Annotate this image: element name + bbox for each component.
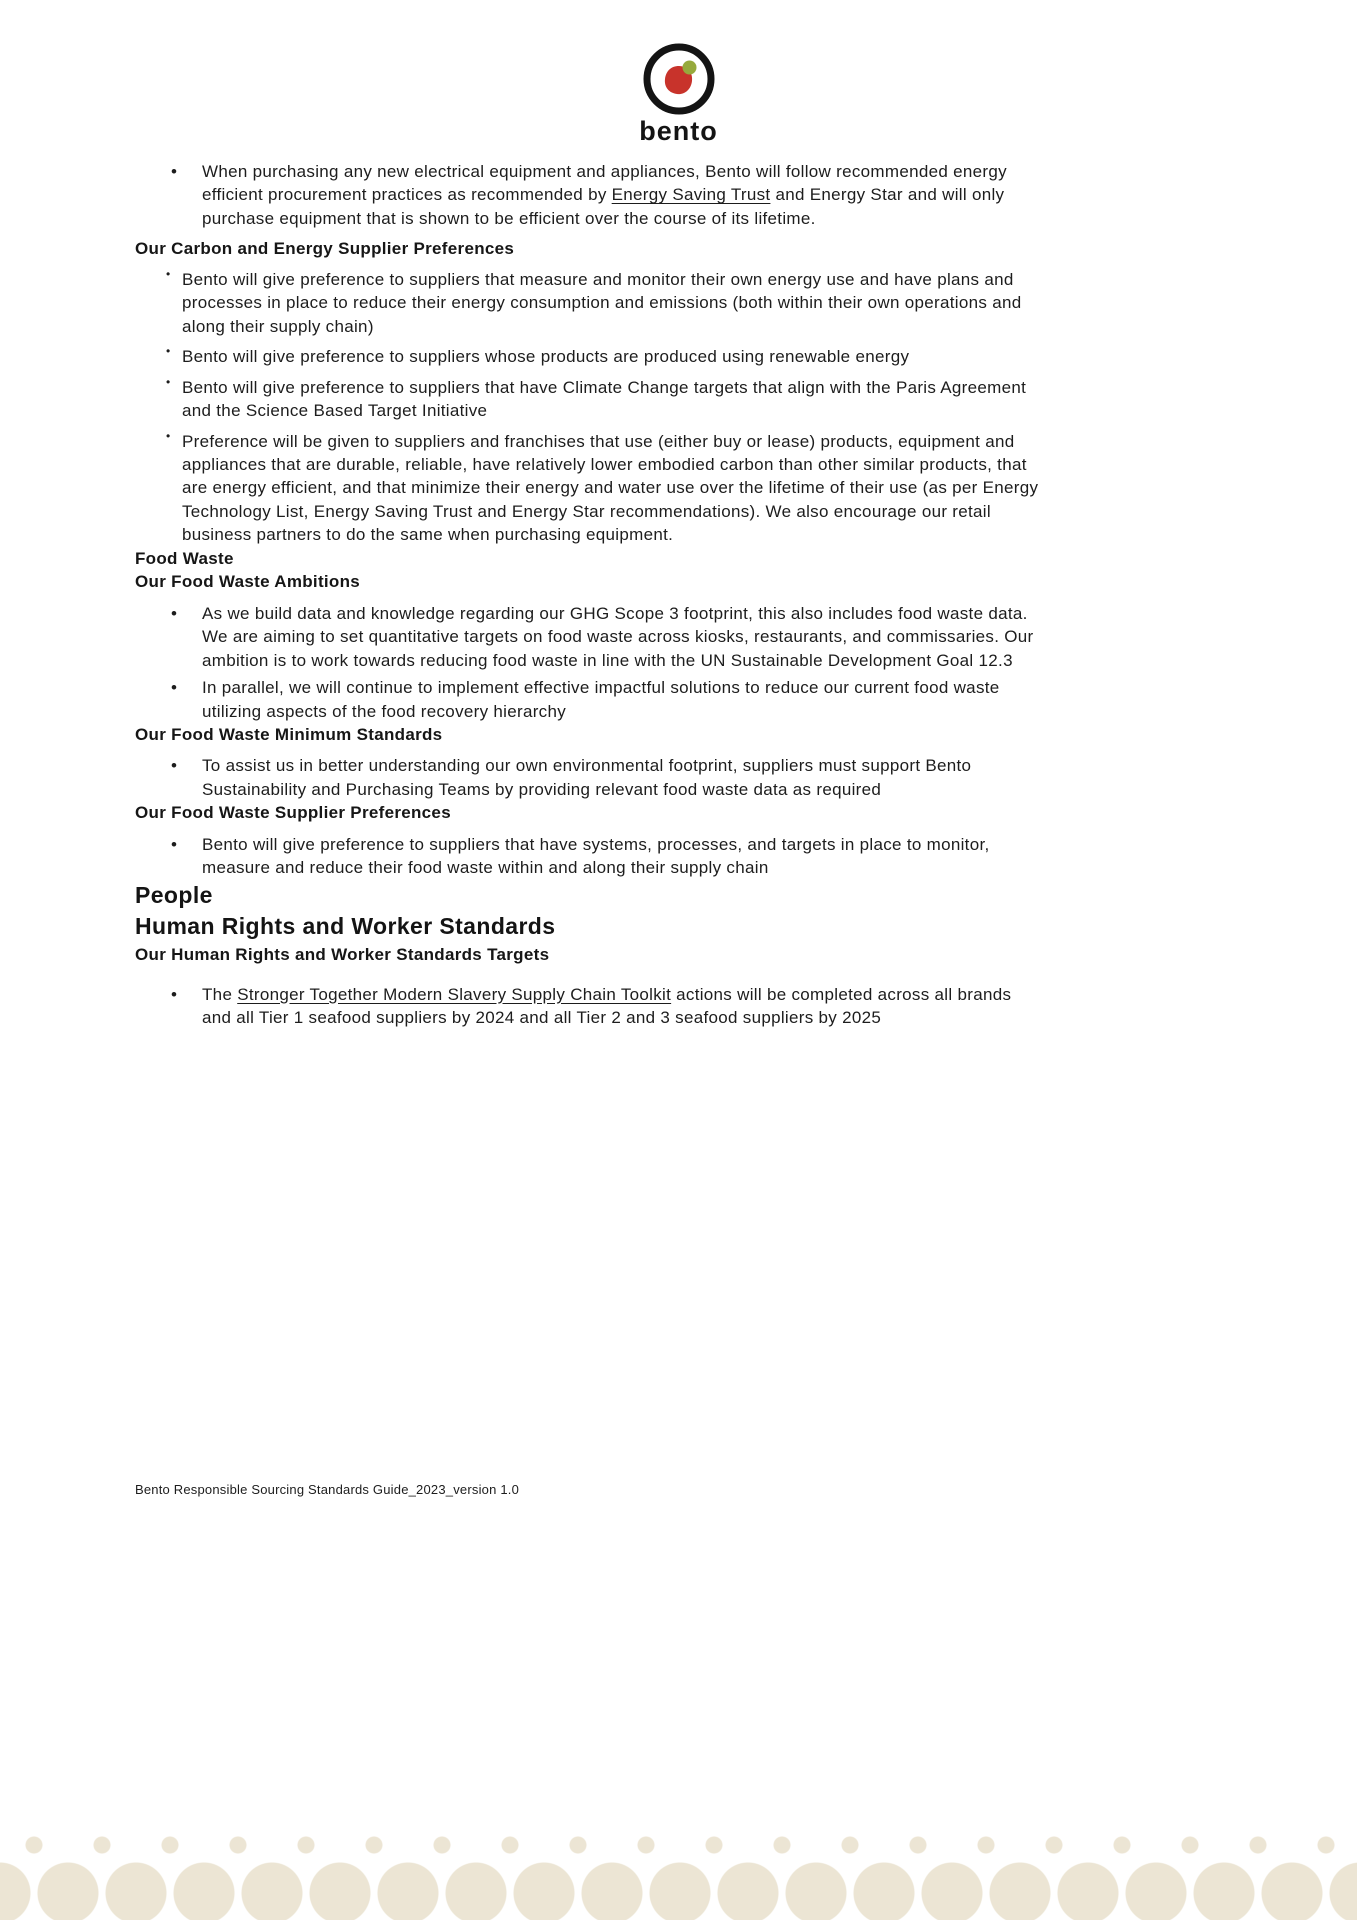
- bullet-text: The: [202, 984, 238, 1004]
- bullet-item: [135, 983, 1040, 1030]
- bullet-item: • Preference will be given to suppliers and franchises that use (either buy or lease) products, equipment and appliances that are durable, reliable, have relatively lower embodied carbon than other similar products, that are energy efficient, and that minimize their energy and water use over the lifetime of their use (as per Energy Technology List, Energy Saving Trust and Energy Star recommendations). We also encourage our retail business partners to do the same when purchasing equipment.: [135, 430, 1040, 547]
- bullet-item: • Bento will give preference to suppliers that have Climate Change targets that align with the Paris Agreement and the Science Based Target Initiative: [135, 376, 1040, 423]
- minimum-bullet-list: [135, 754, 1040, 801]
- heading-food-waste-supplier-preferences: Our Food Waste Supplier Preferences: [135, 803, 451, 823]
- bullet-item: • In parallel, we will continue to implement effective impactful solutions to reduce our current food waste utilizing aspects of the food recovery hierarchy: [135, 676, 1040, 723]
- heading-food-waste-minimum-standards: Our Food Waste Minimum Standards: [135, 724, 443, 744]
- bento-logo: [0, 40, 1357, 147]
- decorative-dots-border: [0, 1835, 1357, 1920]
- bullet-item: • Bento will give preference to suppliers that measure and monitor their own energy use and have plans and processes in place to reduce their energy consumption and emissions (both within their own operations and along their supply chain): [135, 268, 1040, 338]
- heading-food-waste-ambitions: Our Food Waste Ambitions: [135, 572, 361, 592]
- carbon-bullet-list: [135, 268, 1040, 547]
- energy-saving-trust-link[interactable]: Energy Saving Trust: [611, 185, 771, 205]
- hr-targets-bullet-list: [135, 983, 1040, 1030]
- preferences-bullet-list: [135, 833, 1040, 880]
- bullet-item: • Bento will give preference to suppliers that have systems, processes, and targets in place to monitor, measure and reduce their food waste within and along their supply chain: [135, 833, 1040, 880]
- document-footer: Bento Responsible Sourcing Standards Guide_2023_version 1.0: [135, 1482, 519, 1497]
- heading-human-rights-targets: Our Human Rights and Worker Standards Targets: [135, 945, 550, 965]
- ambitions-bullet-list: [135, 602, 1040, 723]
- heading-carbon-energy-supplier-preferences: Our Carbon and Energy Supplier Preferences: [135, 239, 515, 259]
- bullet-item: • Bento will give preference to suppliers whose products are produced using renewable energy: [135, 345, 1040, 368]
- document-content: [135, 160, 1040, 1030]
- intro-bullet: [135, 160, 1040, 230]
- bullet-text: When purchasing any new electrical equipment and appliances, Bento will follow recommended energy efficient procurement practices as recommended by: [202, 162, 1007, 205]
- stronger-together-toolkit-link[interactable]: Stronger Together Modern Slavery Supply Chain Toolkit: [237, 984, 672, 1004]
- bullet-text: and Energy Star and will only purchase equipment that is shown to be efficient over the course of its lifetime.: [202, 185, 1005, 228]
- heading-food-waste: Food Waste: [135, 548, 234, 568]
- bullet-text: actions will be completed across all brands and all Tier 1 seafood suppliers by 2024 and all Tier 2 and 3 seafood suppliers by 2025: [202, 984, 1012, 1028]
- bullet-item: • To assist us in better understanding our own environmental footprint, suppliers must support Bento Sustainability and Purchasing Teams by providing relevant food waste data as required: [135, 754, 1040, 801]
- heading-human-rights-worker-standards: Human Rights and Worker Standards: [135, 913, 556, 940]
- bento-logo-icon: [636, 40, 722, 120]
- logo-wordmark: bento: [639, 116, 718, 146]
- heading-people: People: [135, 881, 213, 908]
- bullet-item: • As we build data and knowledge regarding our GHG Scope 3 footprint, this also includes food waste data. We are aiming to set quantitative targets on food waste across kiosks, restaurants, and commissaries. Our ambition is to work towards reducing food waste in line with the UN Sustainable Development Goal 12.3: [135, 602, 1040, 672]
